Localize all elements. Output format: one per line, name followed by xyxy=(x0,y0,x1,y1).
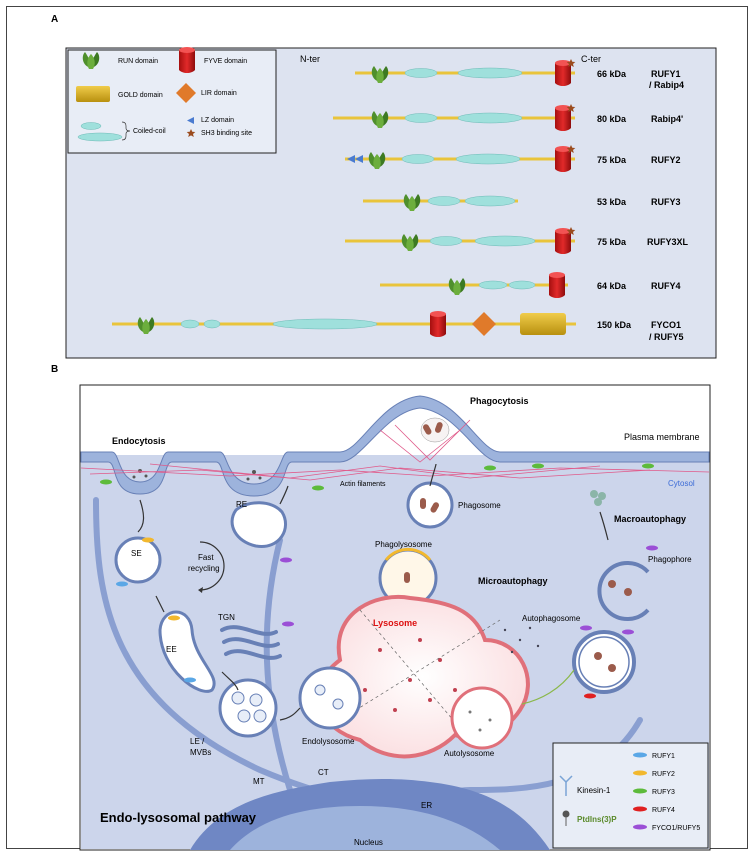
kda-rabip4-prime: 80 kDa xyxy=(597,114,627,124)
panel-a-label: A xyxy=(51,14,59,25)
label-microautophagy: Microautophagy xyxy=(478,576,548,586)
name-rabip4-prime: Rabip4' xyxy=(651,114,684,124)
legend-ptdins: PtdIns(3)P xyxy=(577,815,617,824)
name2-rufy1: / Rabip4 xyxy=(649,80,685,90)
kda-rufy3: 53 kDa xyxy=(597,197,627,207)
label-phagocytosis: Phagocytosis xyxy=(470,396,529,406)
label-ct: CT xyxy=(318,768,329,777)
gold-domain-icon xyxy=(76,86,110,102)
name-rufy3xl: RUFY3XL xyxy=(647,237,689,247)
kda-rufy4: 64 kDa xyxy=(597,281,627,291)
kda-rufy2: 75 kDa xyxy=(597,155,627,165)
label-cytosol: Cytosol xyxy=(668,479,695,488)
label-se: SE xyxy=(131,549,142,558)
fast-recycling-line1: Fast xyxy=(198,553,214,562)
label-re: RE xyxy=(236,500,248,509)
panel-b-label: B xyxy=(51,364,59,375)
label-phagolysosome: Phagolysosome xyxy=(375,540,432,549)
legend-swatch-2 xyxy=(633,789,647,794)
legend-kinesin: Kinesin-1 xyxy=(577,786,611,795)
legend-label-0: RUFY1 xyxy=(652,753,675,760)
label-plasma-membrane: Plasma membrane xyxy=(624,432,700,442)
legend-coiled: Coiled-coil xyxy=(133,128,166,135)
label-phagophore: Phagophore xyxy=(648,555,692,564)
kda-rufy1: 66 kDa xyxy=(597,69,627,79)
label-autolysosome: Autolysosome xyxy=(444,749,495,758)
legend-label-2: RUFY3 xyxy=(652,789,675,796)
legend-swatch-3 xyxy=(633,807,647,812)
legend-fyve: FYVE domain xyxy=(204,58,248,65)
legend-label-4: FYCO1/RUFY5 xyxy=(652,825,701,832)
kda-fyco1: 150 kDa xyxy=(597,320,632,330)
legend-swatch-1 xyxy=(633,771,647,776)
label-mt: MT xyxy=(253,777,265,786)
coiled-coil-small-icon xyxy=(81,123,101,130)
legend-label-1: RUFY2 xyxy=(652,771,675,778)
kda-rufy3xl: 75 kDa xyxy=(597,237,627,247)
name-fyco1: FYCO1 xyxy=(651,320,682,330)
name-rufy4: RUFY4 xyxy=(651,281,681,291)
legend-swatch-4 xyxy=(633,825,647,830)
name-rufy1: RUFY1 xyxy=(651,69,681,79)
name2-fyco1: / RUFY5 xyxy=(649,332,684,342)
legend-run: RUN domain xyxy=(118,58,159,65)
coiled-coil-large-icon xyxy=(78,133,122,141)
label-endocytosis: Endocytosis xyxy=(112,436,166,446)
legend-label-3: RUFY4 xyxy=(652,807,675,814)
legend-lz: LZ domain xyxy=(201,117,235,124)
legend-gold: GOLD domain xyxy=(118,92,163,99)
c-ter-label: C-ter xyxy=(581,54,601,64)
fast-recycling-line2: recycling xyxy=(188,564,220,573)
legend-swatch-0 xyxy=(633,753,647,758)
label-tgn: TGN xyxy=(218,613,235,622)
legend-sh3: SH3 binding site xyxy=(201,130,252,137)
label-lysosome: Lysosome xyxy=(373,618,418,628)
label-er: ER xyxy=(421,801,433,810)
label-nucleus: Nucleus xyxy=(354,838,383,847)
legend-lir: LIR domain xyxy=(201,90,237,97)
name-rufy3: RUFY3 xyxy=(651,197,681,207)
label-endolysosome: Endolysosome xyxy=(302,737,355,746)
rufy-legend xyxy=(553,743,708,848)
name-rufy2: RUFY2 xyxy=(651,155,681,165)
fyve-domain-icon xyxy=(179,47,195,73)
label-pathway: Endo-lysosomal pathway xyxy=(100,810,257,825)
label-actin: Actin filaments xyxy=(340,481,386,488)
label-macroautophagy: Macroautophagy xyxy=(614,514,687,524)
label-autophagosome: Autophagosome xyxy=(522,614,581,623)
ptdins-icon xyxy=(563,811,570,818)
n-ter-label: N-ter xyxy=(300,54,320,64)
label-ee: EE xyxy=(166,645,177,654)
label-le-1: LE / xyxy=(190,737,205,746)
label-phagosome: Phagosome xyxy=(458,501,501,510)
label-le-2: MVBs xyxy=(190,748,212,757)
domain-legend xyxy=(68,47,276,153)
